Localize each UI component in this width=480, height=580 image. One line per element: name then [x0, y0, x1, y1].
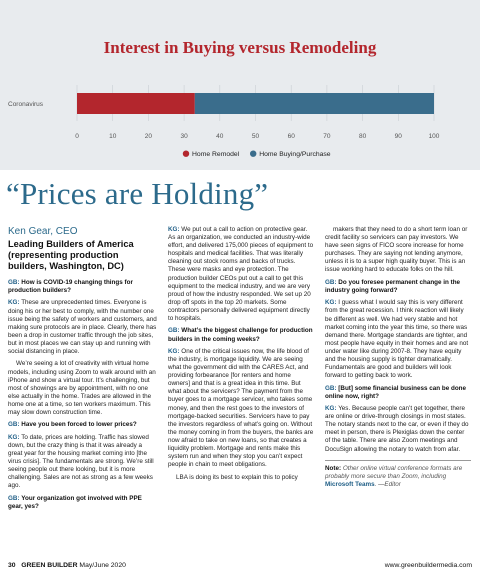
chart-panel: [0, 0, 480, 170]
speaker-label: KG:: [8, 433, 20, 441]
paragraph-text: We’re seeing a lot of creativity with virtual home models, including using Zoom to walk around with an iPhone and show a virtual tour. It’s challenging, but most of showings are by appointment, with no one else actually in the home. Trades are allowed in the home one at a time, so ten workers maximum. This may slow down construction time.: [8, 360, 156, 416]
speaker-label: KG:: [325, 405, 337, 413]
author-company: Leading Builders of America (representing production builders, Washington, DC): [8, 239, 134, 271]
interview-paragraph: [325, 226, 471, 275]
paragraph-text: We put out a call to action on protective gear. As an organization, we conducted an industry-wide effort, and delivered 175,000 pieces of equipment to hospitals and medical facilities. That was literally cleaning out stock rooms and backs of trucks. These were masks and eye protection. The production builder CEOs put out a call to get this equipment to the medical industry, and we are very proud of how the industry responded. We set up 20 drop off spots in the top 20 markets. Some contractors personally delivered equipment directly to hospitals.: [168, 226, 314, 323]
author-name: Ken Gear, CEO: [8, 226, 78, 237]
interview-question: [8, 421, 158, 429]
paragraph-text: Yes. Because people can’t get together, there are online or drive-through closings in most states. The notary stands next to the car, or even if they do meet in person, there is Plexiglas down the center of the table. There are also Zoom meetings and DocuSign allowing the notary to watch from afar.: [325, 405, 469, 453]
interview-paragraph: [168, 474, 314, 482]
article-headline: “Prices are Holding”: [6, 176, 269, 211]
note-text: Other online virtual conference formats are probably more secure than Zoom, including: [325, 464, 463, 480]
speaker-label: KG:: [325, 299, 337, 307]
x-tick-label: 100: [428, 133, 440, 140]
paragraph-text: These are unprecedented times. Everyone is doing his or her best to comply, with the number one issue being the safety of workers and customers, and making sure protocols are in place. Clearly, there has been a drop in customer traffic through the job sites, but in most places we can stay up and running with social distancing in place.: [8, 299, 157, 356]
paragraph-text: Have you been forced to lower prices?: [21, 421, 137, 429]
legend-label: Home Remodel: [192, 151, 240, 158]
bar-home-remodel: [77, 93, 195, 114]
x-tick-label: 70: [323, 133, 331, 140]
paragraph-text: One of the critical issues now, the life blood of the industry, is mortgage liquidity. We are seeing what the government did with the CARES Act, and providing forbearance [for renters and home owners] and that is a great idea in this time. But what about the servicers? The payment from the buyer goes to a mortgage servicer, who takes some money, and then the rest goes to the investors of mortgage-backed securities. Servicers have to pay the investors regardless of what’s going on. Without the money coming in from the buyers, the banks are now afraid to take on new loans, so that creates a liquidity problem. Mortgage and rents make this system run and when they stop you can’t expect people in chain to meet obligations.: [168, 347, 314, 469]
x-tick-label: 30: [180, 133, 188, 140]
chart-title: Interest in Buying versus Remodeling: [103, 38, 377, 57]
category-label: Coronavirus: [8, 101, 44, 108]
x-tick-label: 20: [144, 133, 153, 140]
interview-paragraph: [8, 360, 158, 417]
speaker-label: GB:: [8, 494, 20, 502]
article-column-1: [8, 226, 158, 515]
paragraph-text: LBA is doing its best to explain this to policy: [176, 473, 298, 481]
interview-paragraph: [325, 405, 471, 454]
paragraph-text: What’s the biggest challenge for production builders in the coming weeks?: [168, 327, 313, 343]
note-label: Note:: [325, 464, 342, 472]
interview-paragraph: [168, 348, 314, 469]
interview-paragraph: [325, 299, 471, 380]
article-column-2: [168, 226, 314, 486]
x-tick-label: 40: [216, 133, 224, 140]
x-tick-label: 80: [358, 133, 367, 140]
paragraph-text: I guess what I would say this is very different from the great recession. I think reaction will likely be different as well. We had very stable and hot market coming into the year this time, so there was demand there. Mortgage standards are tighter, and most people have equity in their homes and are not under water like during 2007-8. They have equity and the housing supply is tighter dramatically. Fundamentals are good and builders will look forward to getting back to work.: [325, 299, 469, 380]
x-tick-label: 90: [394, 133, 402, 140]
speaker-label: GB:: [8, 279, 20, 286]
column-2-body: [168, 226, 314, 482]
interview-question: [325, 279, 471, 295]
speaker-label: KG:: [8, 299, 20, 307]
note-end: . —Editor: [374, 480, 401, 488]
column-1-body: [8, 279, 158, 511]
interview-paragraph: [8, 434, 158, 491]
legend-swatch: [250, 151, 256, 157]
column-3-body: [325, 226, 471, 454]
interview-paragraph: [168, 226, 314, 323]
article-column-3: [325, 226, 471, 489]
interview-question: [168, 327, 314, 343]
bar-home-buying-purchase: [195, 93, 434, 114]
speaker-label: GB:: [8, 421, 20, 429]
paragraph-text: Your organization got involved with PPE gear, yes?: [8, 494, 142, 510]
interview-paragraph: [8, 299, 158, 356]
editor-note: [325, 460, 471, 489]
speaker-label: GB:: [325, 384, 337, 392]
speaker-label: GB:: [325, 278, 337, 286]
note-teams-link[interactable]: Microsoft Teams: [325, 480, 375, 488]
issue-date: May/June 2020: [79, 562, 126, 569]
speaker-label: KG:: [168, 347, 180, 355]
page-footer: [8, 560, 472, 572]
magazine-name: GREEN BUILDER: [21, 562, 78, 569]
legend-label: Home Buying/Purchase: [259, 151, 331, 158]
speaker-label: KG:: [168, 226, 180, 233]
paragraph-text: makers that they need to do a short term loan or credit facility so servicers can pay investors. We have seen signs of FICO score increase for home purchases. They are saying not lending anymore, unless it is to a super high quality buyer. This is an issue working hard to educate folks on the hill.: [325, 226, 468, 274]
speaker-label: GB:: [168, 327, 180, 335]
x-tick-label: 60: [287, 133, 295, 140]
paragraph-text: [But] some financial business can be done online now, right?: [325, 384, 467, 400]
interview-question: [8, 495, 158, 511]
paragraph-text: To date, prices are holding. Traffic has slowed down, but the crazy thing is that it was already a great year for the housing market coming into [the virus crisis]. The fundamentals are strong. We’re still seeing people out there looking, but it is more challenging. Sales are not as strong as a few weeks ago.: [8, 433, 154, 490]
paragraph-text: Do you foresee permanent change in the industry going forward?: [325, 278, 461, 294]
paragraph-text: How is COVID-19 changing things for production builders?: [8, 279, 133, 295]
legend-swatch: [183, 151, 189, 157]
bar-chart: [0, 0, 480, 170]
x-tick-label: 0: [75, 133, 79, 140]
x-tick-label: 10: [109, 133, 117, 140]
interview-question: [325, 385, 471, 401]
interview-question: [8, 279, 158, 295]
x-tick-label: 50: [251, 133, 260, 140]
footer-url[interactable]: www.greenbuildermedia.com: [384, 562, 472, 569]
page-number: 30: [8, 562, 16, 569]
